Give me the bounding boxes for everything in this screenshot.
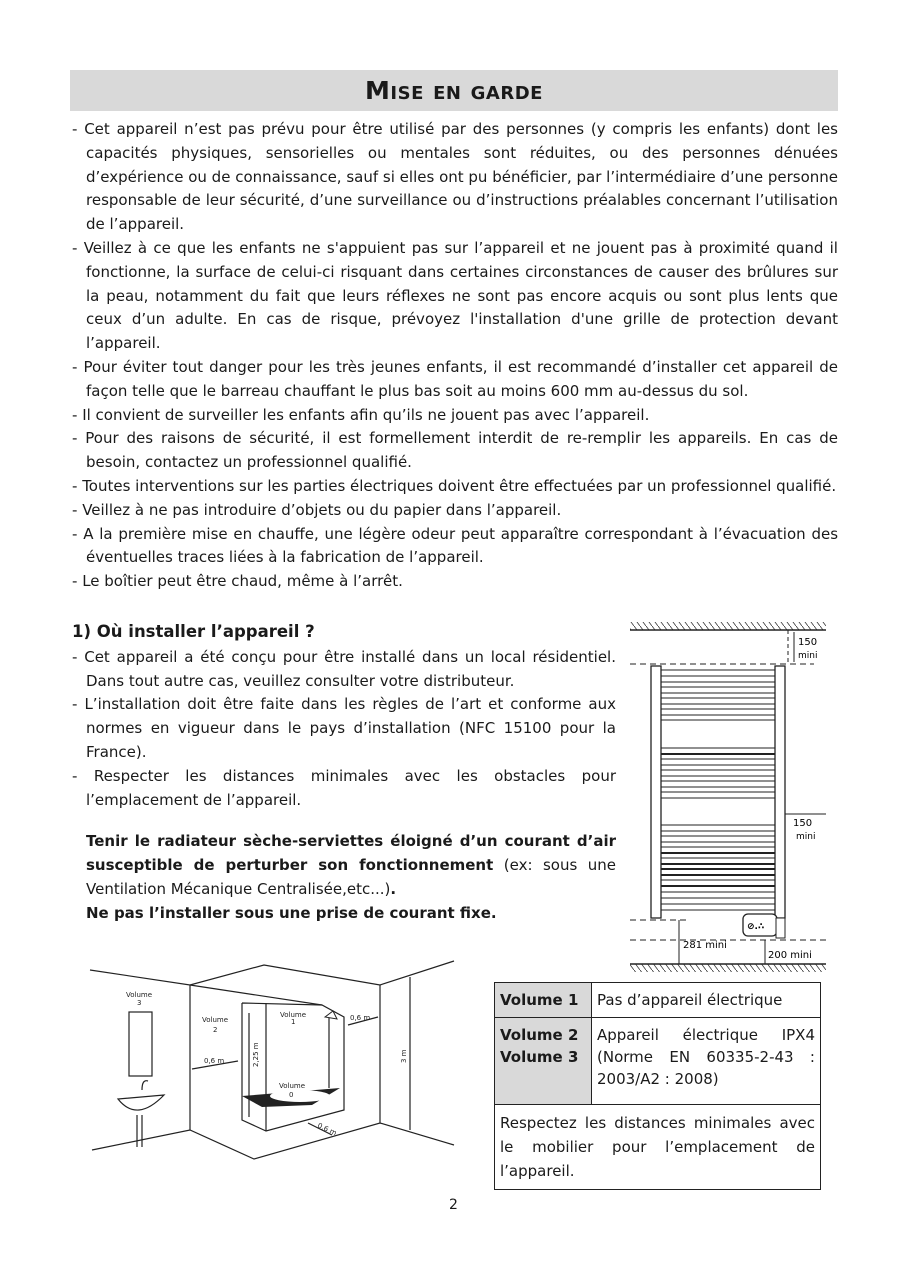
list-item: - Pour éviter tout danger pour les très jeunes enfants, il est recommandé d’installer cet appareil de façon telle que le barreau chauffant le plus bas soit au moins 600 mm au-dessus du sol. xyxy=(72,356,838,404)
draft-warning xyxy=(86,830,616,925)
side-clearance: 150 xyxy=(793,818,813,829)
volume-value: Pas d’appareil électrique xyxy=(592,983,821,1018)
volume-1-label: Volume xyxy=(280,1011,307,1019)
volume-key xyxy=(495,1018,592,1105)
section-heading: 1) Où installer l’appareil ? xyxy=(72,622,315,641)
right-rail xyxy=(775,666,785,918)
list-item: - Il convient de surveiller les enfants afin qu’ils ne jouent pas avec l’appareil. xyxy=(72,404,838,428)
volume-1-number: 1 xyxy=(291,1018,296,1026)
list-item: - L’installation doit être faite dans les règles de l’art et conforme aux normes en vigueur dans le pays d’installation (NFC 15100 pour la France). xyxy=(72,693,616,764)
volume-key: Volume 1 xyxy=(495,983,592,1018)
side-clearance-unit: mini xyxy=(796,832,816,842)
bottom-clearance-right: 200 mini xyxy=(768,950,812,961)
volume-value: Appareil électrique IPX4 (Norme EN 60335-2-43 : 2003/A2 : 2008) xyxy=(592,1018,821,1105)
list-item: - Toutes interventions sur les parties électriques doivent être effectuées par un professionnel qualifié. xyxy=(72,475,838,499)
warning-example: (ex: sous une Ventilation Mécanique Centralisée,etc...) xyxy=(86,856,616,898)
volume-2-key: Volume 2 xyxy=(500,1026,579,1044)
towel-bars xyxy=(661,670,775,910)
section-title-bar xyxy=(70,70,838,111)
distance-label: 0,6 m xyxy=(350,1014,371,1022)
list-item: - Respecter les distances minimales avec les obstacles pour l’emplacement de l’appareil. xyxy=(72,765,616,813)
list-item: - Cet appareil a été conçu pour être installé dans un local résidentiel. Dans tout autre cas, veuillez consulter votre distributeur. xyxy=(72,646,616,694)
volume-table xyxy=(494,982,821,1190)
volume-3-number: 3 xyxy=(137,999,142,1007)
list-item: - Cet appareil n’est pas prévu pour être utilisé par des personnes (y compris les enfants) dont les capacités physiques, sensorielles ou mentales sont réduites, ou des personnes dénuées d’expérience ou de connaissance, sauf si elles ont pu bénéficier, par l’intermédiaire d’une personne responsable de leur sécurité, d’une surveillance ou d’instructions préalables concernant l’utilisation de l’appareil. xyxy=(72,118,838,237)
volume-2-number: 2 xyxy=(213,1026,218,1034)
page-number: 2 xyxy=(449,1197,458,1213)
height-label: 3 m xyxy=(400,1049,408,1063)
table-row xyxy=(495,1105,821,1190)
distance-label: 0,6 m xyxy=(316,1121,338,1138)
list-item: - A la première mise en chauffe, une légère odeur peut apparaître correspondant à l’évacuation des éventuelles traces liées à la fabrication de l’appareil. xyxy=(72,523,838,571)
installation-section xyxy=(72,620,616,926)
volume-3-key: Volume 3 xyxy=(500,1048,579,1066)
table-row xyxy=(495,983,821,1018)
distance-label: 0,6 m xyxy=(204,1057,225,1065)
bottom-clearance-left: 281 mini xyxy=(683,940,727,951)
installation-list xyxy=(72,646,616,813)
page-title: Mise en garde xyxy=(365,76,543,105)
socket-warning: Ne pas l’installer sous une prise de courant fixe. xyxy=(86,903,497,922)
list-item: - Veillez à ce que les enfants ne s'appuient pas sur l’appareil et ne jouent pas à proximité quand il fonctionne, la surface de celui-ci risquant dans certaines circonstances de causer des brûlures sur la peau, notamment du fait que leurs réflexes ne sont pas encore acquis ou sont plus lents que ceux d’un adulte. En cas de risque, prévoyez l'installation d'une grille de protection devant l’appareil. xyxy=(72,237,838,356)
radiator-clearance-diagram xyxy=(628,618,828,978)
list-item: - Veillez à ne pas introduire d’objets ou du papier dans l’appareil. xyxy=(72,499,838,523)
warning-dot: . xyxy=(390,879,397,898)
height-label: 2,25 m xyxy=(252,1042,260,1067)
list-item: - Le boîtier peut être chaud, même à l’arrêt. xyxy=(72,570,838,594)
ceiling-hatch xyxy=(630,622,826,630)
table-row xyxy=(495,1018,821,1105)
top-clearance-unit: mini xyxy=(798,651,818,661)
volume-3-label: Volume xyxy=(126,991,153,999)
volume-0-label: Volume xyxy=(279,1082,306,1090)
table-note: Respectez les distances minimales avec le mobilier pour l’emplacement de l’appareil. xyxy=(495,1105,821,1190)
volume-0-number: 0 xyxy=(289,1091,294,1099)
warning-bold: Tenir le radiateur sèche-serviettes éloigné d’un courant d’air susceptible de perturber son fonctionnement xyxy=(86,832,616,875)
warnings-list xyxy=(72,118,838,594)
floor-hatch xyxy=(630,964,826,972)
volume-2-label: Volume xyxy=(202,1016,229,1024)
bathroom-volumes-diagram xyxy=(82,955,462,1185)
left-rail xyxy=(651,666,661,918)
top-clearance: 150 xyxy=(798,637,818,648)
control-icon: ⊘.∴ xyxy=(747,922,765,932)
list-item: - Pour des raisons de sécurité, il est formellement interdit de re-remplir les appareils. En cas de besoin, contactez un professionnel qualifié. xyxy=(72,427,838,475)
